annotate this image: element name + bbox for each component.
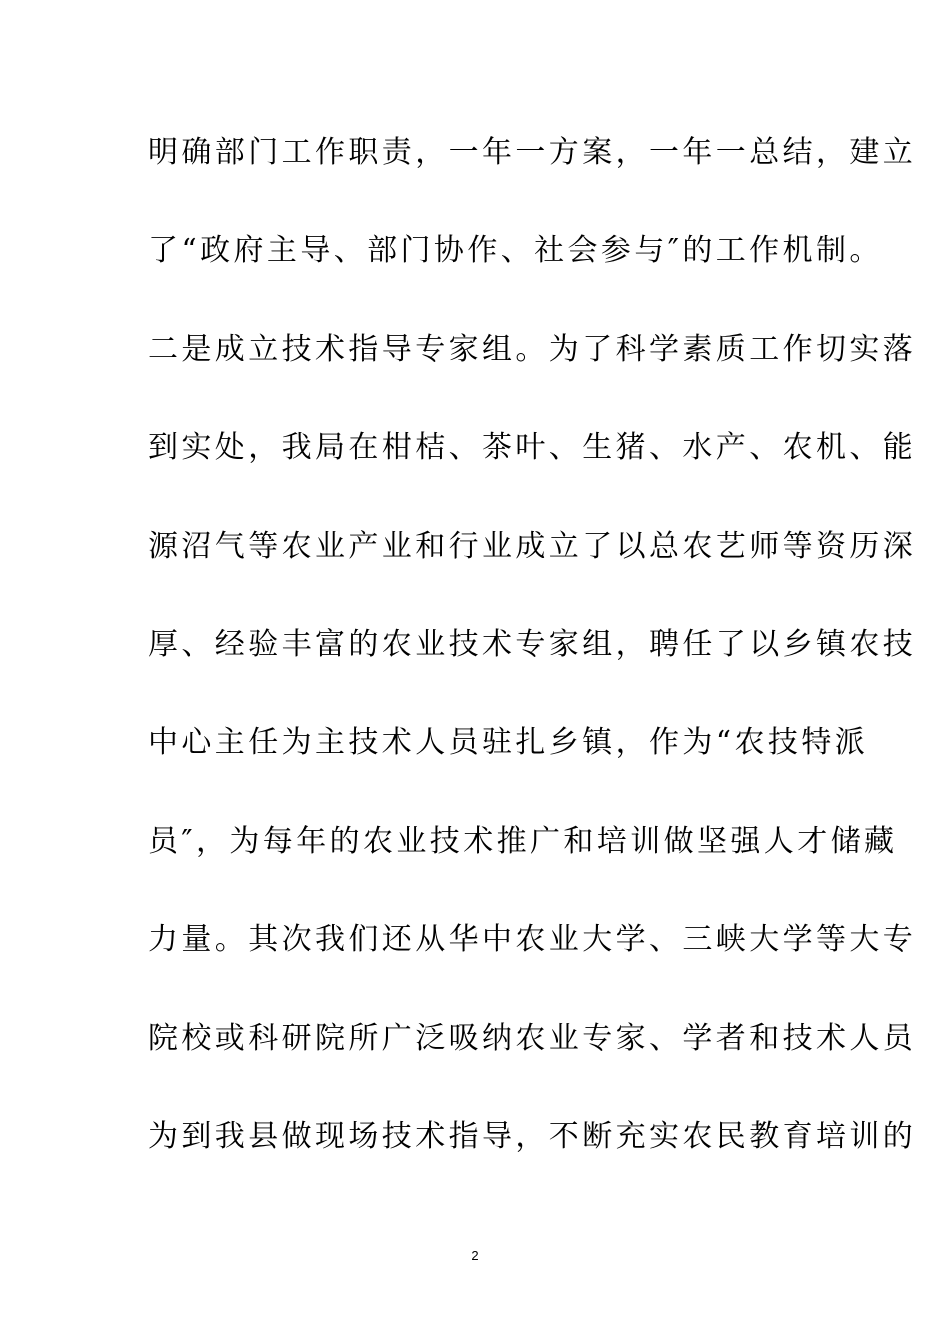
text-line: 了“政府主导、部门协作、社会参与″的工作机制。 [148,233,883,269]
text-line: 源沼气等农业产业和行业成立了以总农艺师等资历深 [148,528,917,564]
text-line: 中心主任为主技术人员驻扎乡镇，作为“农技特派 [148,725,869,761]
page-number: 2 [471,1248,479,1263]
text-line: 为到我县做现场技术指导，不断充实农民教育培训的 [148,1118,917,1154]
text-line: 二是成立技术指导专家组。为了科学素质工作切实落 [148,331,917,367]
text-line: 明确部门工作职责，一年一方案，一年一总结，建立 [148,135,917,170]
text-line: 院校或科研院所广泛吸纳农业专家、学者和技术人员 [148,1020,917,1056]
text-line: 员″，为每年的农业技术推广和培训做坚强人才储藏 [148,823,898,859]
text-line: 到实处，我局在柑桔、茶叶、生猪、水产、农机、能 [148,430,917,466]
text-line: 力量。其次我们还从华中农业大学、三峡大学等大专 [148,922,917,958]
text-line: 厚、经验丰富的农业技术专家组，聘任了以乡镇农技 [148,626,917,662]
body-text [148,128,917,1210]
